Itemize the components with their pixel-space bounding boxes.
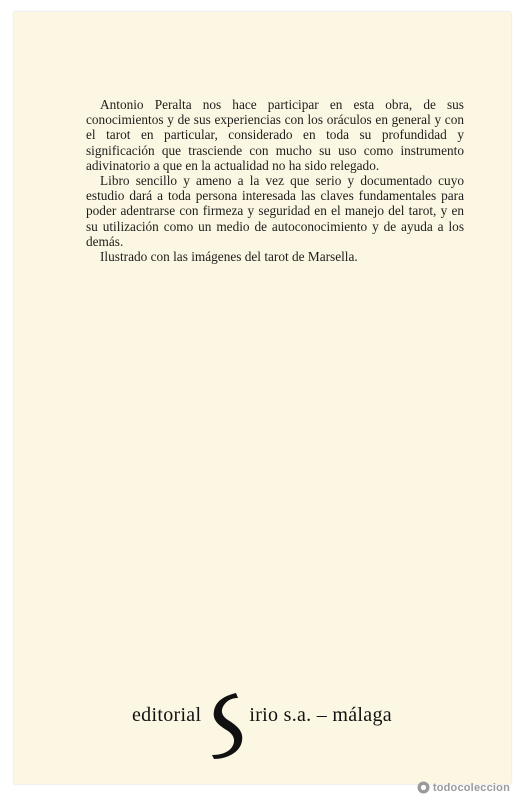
blurb-paragraph-2: Libro sencillo y ameno a la vez que serio y documentado cuyo estudio dará a toda persona interesada las claves fundamentales para poder adentrarse con firmeza y seguridad en el manejo del tarot, y en su utilización como un medio de autoconocimiento y de ayuda a los demás. — [86, 173, 464, 249]
publisher-imprint — [132, 689, 392, 759]
blurb-text — [86, 97, 464, 264]
blurb-paragraph-3: Ilustrado con las imágenes del tarot de Marsella. — [100, 249, 358, 265]
sirio-s-logo-icon — [206, 689, 248, 759]
todocoleccion-watermark — [417, 781, 510, 794]
book-back-cover — [14, 12, 511, 784]
todocoleccion-logo-icon — [417, 781, 430, 794]
blurb-paragraph-1: Antonio Peralta nos hace participar en esta obra, de sus conocimientos y de sus experiencias con los oráculos en general y con el tarot en particular, considerado en toda su profundidad y significación que trasciende con mucho su uso como instrumento adivinatorio a que en la actualidad no ha sido relegado. — [86, 97, 464, 173]
publisher-suffix: irio s.a. – málaga — [249, 704, 392, 726]
watermark-text: todocoleccion — [432, 781, 510, 794]
publisher-prefix: editorial — [132, 704, 202, 726]
